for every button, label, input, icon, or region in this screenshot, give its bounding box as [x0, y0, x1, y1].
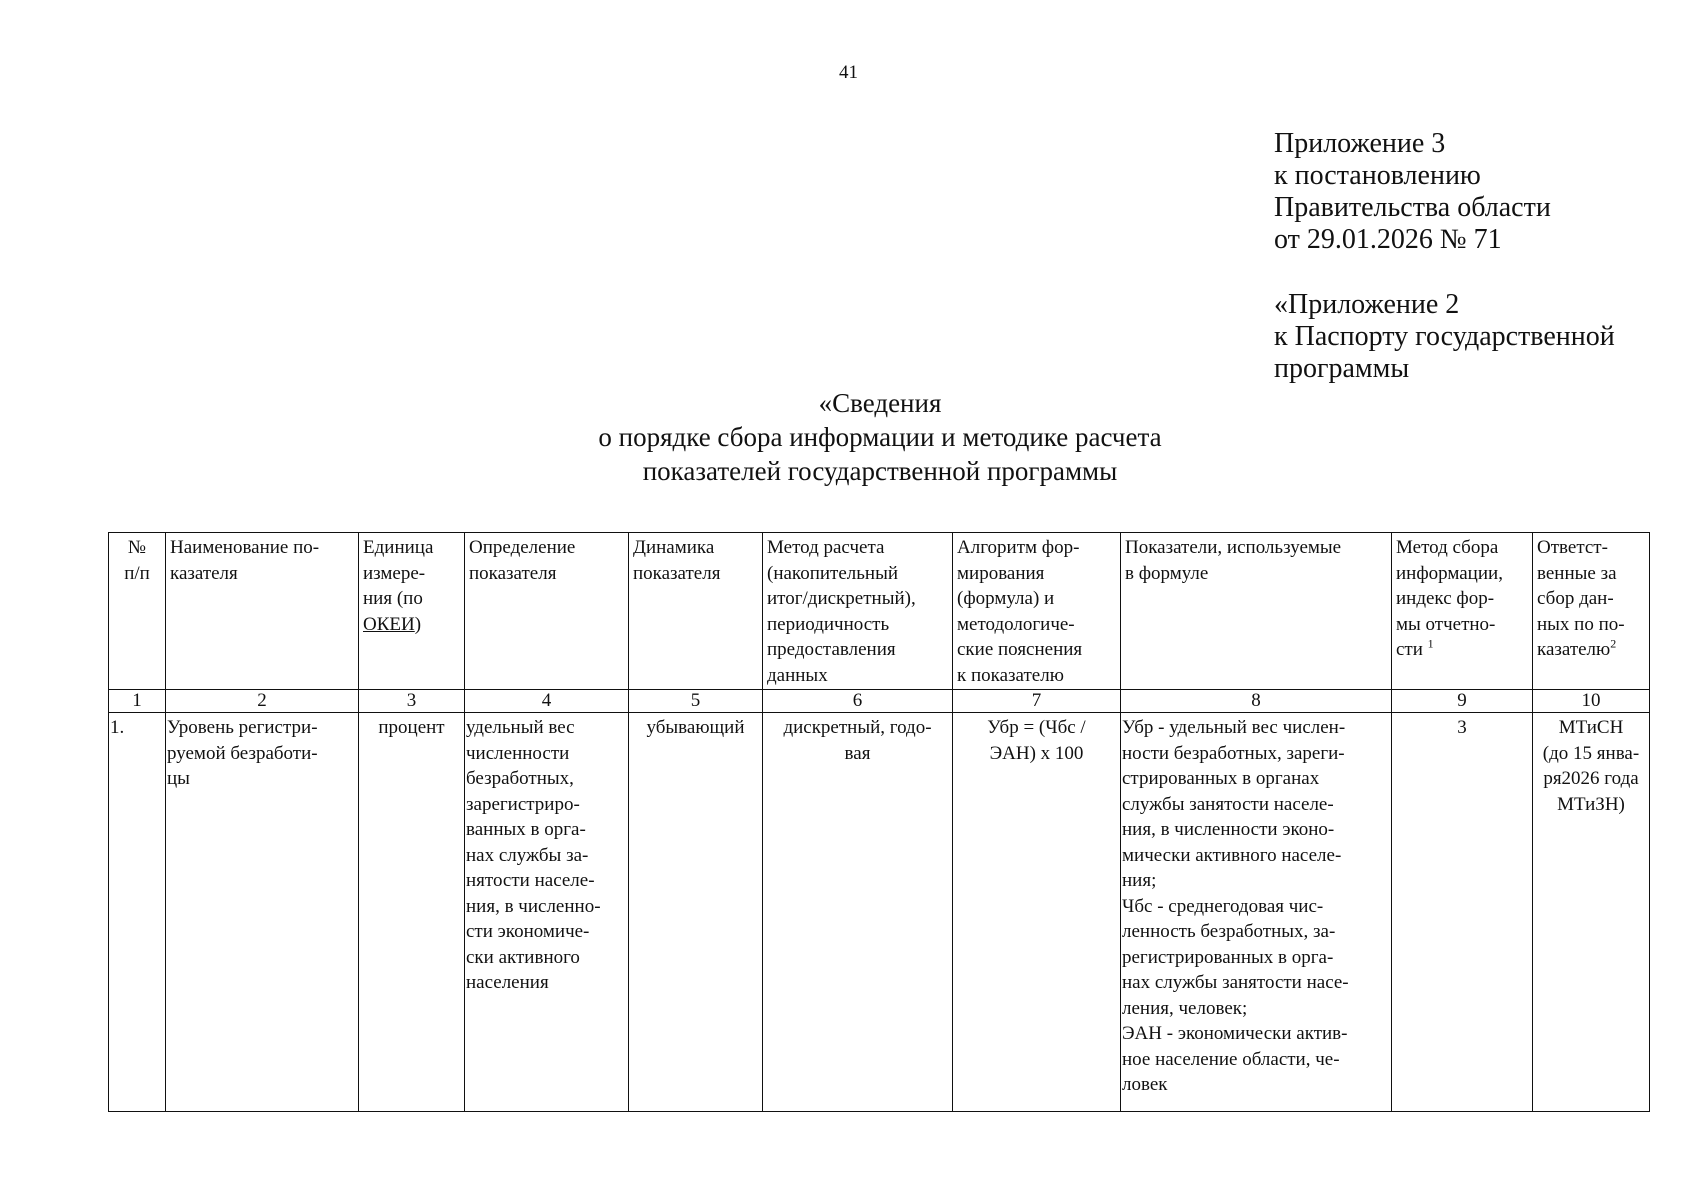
appendix-block — [1274, 128, 1551, 256]
cell-text: зарегистриро- — [466, 793, 580, 815]
header-cell-calculation-method — [763, 533, 953, 690]
header-text: показателя — [469, 562, 557, 584]
header-cell-unit — [359, 533, 465, 690]
appendix-reference-line: «Приложение 2 — [1274, 289, 1460, 320]
header-cell-algorithm — [953, 533, 1121, 690]
header-text: Показатели, используемые — [1125, 537, 1342, 558]
cell-text: стрированных в органах — [1122, 768, 1320, 789]
appendix-line: Правительства области — [1274, 192, 1551, 223]
cell-text: ления, человек; — [1122, 997, 1248, 1019]
cell-text: ловек — [1122, 1074, 1168, 1095]
calculation-method — [763, 713, 953, 1112]
header-text: сти — [1396, 639, 1423, 660]
cell-text: ванных в орга- — [466, 819, 586, 840]
column-number: 6 — [763, 690, 953, 713]
header-text: методологиче- — [957, 613, 1075, 635]
cell-text: населения — [466, 972, 549, 993]
page-number: 41 — [839, 62, 858, 83]
header-text: Наименование по- — [170, 537, 320, 558]
responsible-body — [1533, 713, 1650, 1112]
header-text: информации, — [1396, 562, 1503, 584]
cell-text: ЭАН - экономически актив- — [1122, 1023, 1348, 1044]
header-text: ) — [414, 613, 422, 635]
header-text: венные за — [1537, 562, 1617, 584]
header-text: (накопительный — [767, 562, 899, 584]
cell-text: цы — [167, 768, 190, 789]
header-text: № — [127, 537, 147, 558]
cell-text: ное население области, че- — [1122, 1048, 1340, 1070]
cell-text: сти экономиче- — [466, 921, 590, 942]
cell-text: (до 15 янва- — [1542, 742, 1640, 764]
column-number: 10 — [1533, 690, 1650, 713]
header-text: данных — [767, 664, 828, 686]
cell-text: мически активного населе- — [1122, 844, 1342, 866]
header-text — [1396, 637, 1528, 663]
cell-text: ности безработных, зареги- — [1122, 742, 1345, 764]
cell-text: ря2026 года — [1543, 768, 1639, 789]
indicator-name — [166, 713, 359, 1112]
cell-text: численности — [466, 742, 570, 764]
header-text: Определение — [469, 537, 576, 558]
cell-text: вая — [844, 742, 871, 764]
cell-text: безработных, — [466, 768, 574, 789]
appendix-reference-line: к Паспорту государственной — [1274, 321, 1615, 352]
title-line: о порядке сбора информации и методике расчета — [598, 422, 1162, 452]
header-cell-name — [166, 533, 359, 690]
header-cell-collection-method — [1392, 533, 1533, 690]
cell-text: службы занятости населе- — [1122, 793, 1334, 815]
header-text: ния (по — [363, 588, 423, 609]
column-number: 1 — [109, 690, 166, 713]
header-text: показателя — [633, 562, 721, 584]
cell-text: МТиЗН) — [1557, 793, 1625, 815]
column-number: 8 — [1121, 690, 1392, 713]
footnote-marker: 2 — [1610, 636, 1617, 651]
column-number-row — [109, 690, 1650, 713]
header-text: мы отчетно- — [1396, 613, 1496, 635]
cell-text: ски активного — [466, 946, 580, 968]
header-text: измере- — [363, 562, 426, 584]
footnote-marker: 1 — [1427, 636, 1434, 651]
column-number: 9 — [1392, 690, 1533, 713]
cell-text: дискретный, годо- — [783, 717, 932, 738]
cell-text: ния, в численности эконо- — [1122, 819, 1335, 840]
header-text: ных по по- — [1537, 613, 1625, 635]
column-number: 4 — [465, 690, 629, 713]
cell-text: Убр = (Чбс / — [987, 717, 1086, 738]
column-number: 5 — [629, 690, 763, 713]
header-text: казателю — [1537, 639, 1611, 660]
cell-text: нах службы за- — [466, 844, 589, 866]
appendix-reference-line: программы — [1274, 353, 1410, 384]
appendix-line: к постановлению — [1274, 160, 1481, 191]
indicators-table — [108, 532, 1650, 1112]
unit-of-measure: процент — [359, 713, 465, 1112]
row-number: 1. — [109, 713, 166, 1112]
cell-text: Уровень регистри- — [167, 717, 318, 738]
cell-text: удельный вес — [466, 717, 575, 738]
cell-text: ния, в численно- — [466, 895, 601, 917]
header-text: Ответст- — [1537, 537, 1608, 558]
header-text: Алгоритм фор- — [957, 537, 1080, 558]
header-row — [109, 533, 1650, 690]
header-text — [363, 612, 460, 638]
table-row — [109, 713, 1650, 1112]
header-text: Единица — [363, 537, 434, 558]
cell-text: МТиСН — [1558, 717, 1624, 738]
title-line: показателей государственной программы — [642, 456, 1118, 486]
appendix-line: от 29.01.2026 № 71 — [1274, 224, 1502, 255]
header-text: Метод сбора — [1396, 537, 1499, 558]
header-text: Динамика — [633, 537, 715, 558]
appendix-reference-block — [1274, 289, 1615, 385]
column-number: 7 — [953, 690, 1121, 713]
header-cell-dynamics — [629, 533, 763, 690]
header-text: индекс фор- — [1396, 588, 1495, 609]
indicator-definition — [465, 713, 629, 1112]
header-text: предоставления — [767, 639, 896, 660]
cell-text: руемой безработи- — [167, 742, 318, 764]
cell-text: регистрированных в орга- — [1122, 946, 1334, 968]
cell-text: ЭАН) x 100 — [989, 742, 1084, 764]
formula-indicators — [1121, 713, 1392, 1112]
cell-text: Чбс - среднегодовая чис- — [1122, 895, 1324, 917]
cell-text: ния; — [1122, 870, 1157, 891]
header-text: (формула) и — [957, 588, 1055, 609]
appendix-line: Приложение 3 — [1274, 128, 1446, 159]
cell-text: ленность безработных, за- — [1122, 921, 1336, 942]
header-text: сбор дан- — [1537, 588, 1614, 609]
calculation-formula — [953, 713, 1121, 1112]
header-text: периодичность — [767, 613, 890, 635]
header-text — [1537, 637, 1645, 663]
header-text: мирования — [957, 562, 1045, 584]
header-text: п/п — [124, 562, 150, 584]
header-cell-responsible — [1533, 533, 1650, 690]
header-text: казателя — [170, 562, 238, 584]
cell-text: нах службы занятости насе- — [1122, 972, 1349, 993]
title-line: «Сведения — [818, 388, 942, 418]
header-text: в формуле — [1125, 562, 1209, 584]
header-cell-number — [109, 533, 166, 690]
indicator-dynamics: убывающий — [629, 713, 763, 1112]
cell-text: нятости населе- — [466, 870, 595, 891]
column-number: 2 — [166, 690, 359, 713]
collection-method: 3 — [1392, 713, 1533, 1112]
header-text: к показателю — [957, 664, 1064, 686]
column-number: 3 — [359, 690, 465, 713]
header-text: итог/дискретный), — [767, 588, 916, 609]
okei-reference: ОКЕИ — [363, 613, 415, 635]
cell-text: Убр - удельный вес числен- — [1122, 717, 1346, 738]
document-title — [440, 386, 1320, 488]
header-cell-formula-indicators — [1121, 533, 1392, 690]
header-cell-definition — [465, 533, 629, 690]
header-text: Метод расчета — [767, 537, 885, 558]
header-text: ские пояснения — [957, 639, 1083, 660]
